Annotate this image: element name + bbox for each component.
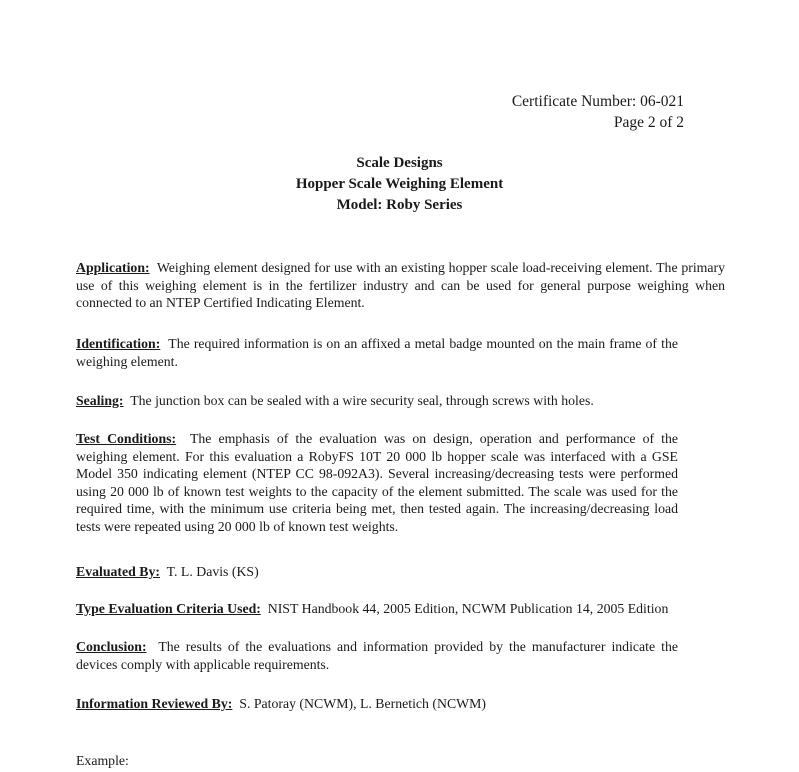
title-hopper-scale: Hopper Scale Weighing Element bbox=[295, 176, 504, 192]
evaluated-by-label: Evaluated By: bbox=[76, 564, 160, 579]
conclusion-text: The results of the evaluations and information provided by the manufacturer indicate the devices comply with applicable requirements. bbox=[76, 639, 678, 672]
section-sealing bbox=[76, 392, 678, 410]
conclusion-label: Conclusion: bbox=[76, 639, 147, 654]
section-example bbox=[76, 752, 726, 770]
test-conditions-text: The emphasis of the evaluation was on design, operation and performance of the weighing element. For this evaluation a RobyFS 10T 20 000 lb hopper scale was interfaced with a GSE Model 350 indicating element (NTEP CC 98-092A3). Several increasing/decreasing tests were performed using 20 000 lb of known test weights to the capacity of the element submitted. The scale was used for the required time, with the minimum use criteria being met, then tested again. The increasing/decreasing load tests were repeated using 20 000 lb of known test weights. bbox=[76, 431, 678, 534]
example-label: Example: bbox=[76, 753, 129, 768]
information-reviewed-label: Information Reviewed By: bbox=[76, 696, 233, 711]
criteria-text: NIST Handbook 44, 2005 Edition, NCWM Publication 14, 2005 Edition bbox=[267, 601, 669, 616]
application-text: Weighing element designed for use with an existing hopper scale load-receiving element. The primary use of this weighing element is in the fertilizer industry and can be used for general purpose weighing when connected to an NTEP Certified Indicating Element. bbox=[76, 260, 726, 310]
information-reviewed-text: S. Patoray (NCWM), L. Bernetich (NCWM) bbox=[239, 696, 487, 711]
test-conditions-label: Test Conditions: bbox=[76, 431, 177, 446]
section-test-conditions bbox=[76, 430, 678, 535]
application-label: Application: bbox=[76, 260, 150, 275]
page-number: Page 2 of 2 bbox=[613, 114, 684, 131]
sealing-label: Sealing: bbox=[76, 393, 124, 408]
section-conclusion bbox=[76, 638, 678, 673]
section-information-reviewed bbox=[76, 695, 678, 713]
sealing-text: The junction box can be sealed with a wire security seal, through screws with holes. bbox=[130, 393, 594, 408]
section-identification bbox=[76, 335, 678, 370]
identification-label: Identification: bbox=[76, 336, 161, 351]
criteria-label: Type Evaluation Criteria Used: bbox=[76, 601, 261, 616]
identification-text: The required information is on an affixed a metal badge mounted on the main frame of the weighing element. bbox=[76, 336, 678, 369]
document-title-block bbox=[0, 153, 799, 216]
section-evaluated-by bbox=[76, 563, 678, 581]
certificate-number: Certificate Number: 06-021 bbox=[511, 93, 684, 110]
title-model: Model: Roby Series bbox=[336, 197, 463, 213]
title-scale-designs: Scale Designs bbox=[356, 155, 443, 171]
section-criteria bbox=[76, 600, 678, 618]
evaluated-by-text: T. L. Davis (KS) bbox=[166, 564, 259, 579]
section-application bbox=[76, 259, 725, 312]
